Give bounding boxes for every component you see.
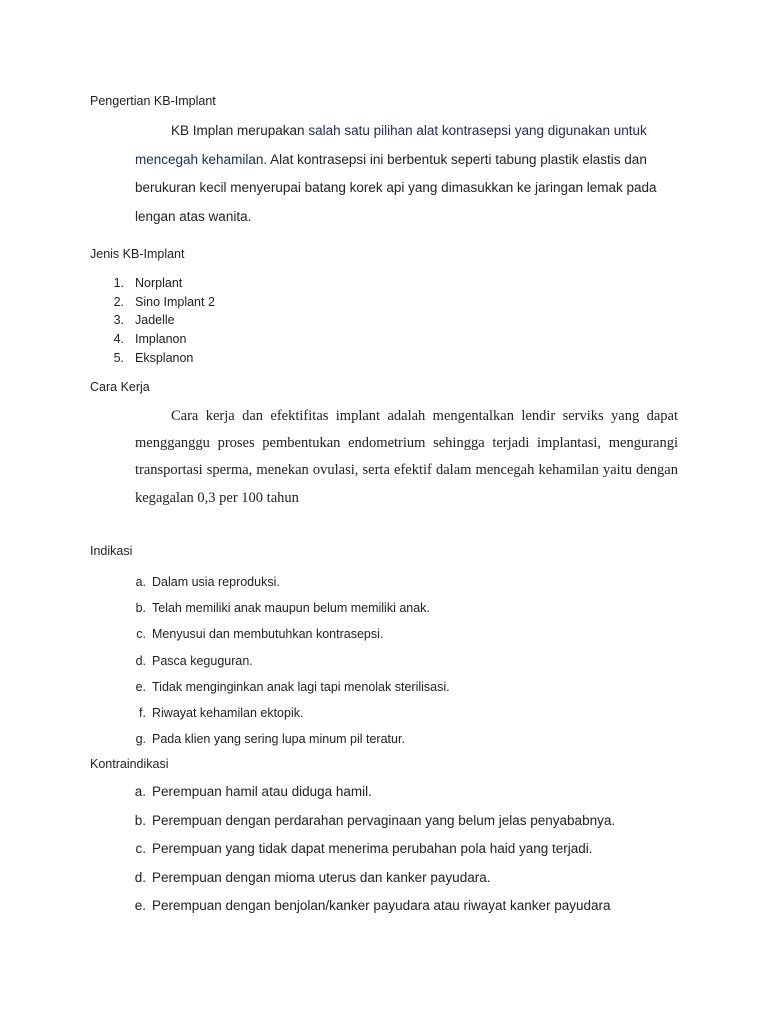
list-item-text: Implanon [135,332,187,347]
list-marker: e. [135,679,146,694]
list-marker: c. [136,627,146,642]
list-item-text: Menyusui dan membutuhkan kontrasepsi. [152,627,384,642]
list-item-text: Sino Implant 2 [135,294,215,309]
heading-jenis: Jenis KB-Implant [90,247,185,261]
list-marker: 4. [113,332,124,347]
paragraph-cara-kerja [135,403,678,512]
paragraph-pengertian [135,117,678,231]
list-item-text: Dalam usia reproduksi. [152,575,280,589]
heading-kontraindikasi: Kontraindikasi [90,757,169,771]
list-marker: a. [135,575,146,589]
paragraph-pengertian-link[interactable]: salah satu pilihan alat kontrasepsi yang digunakan untuk mencegah kehamilan [135,123,647,167]
paragraph-pengertian-intro: KB Implan merupakan [171,123,309,138]
list-marker: b. [135,601,146,616]
list-item-text: Riwayat kehamilan ektopik. [152,705,304,720]
list-marker: d. [134,869,146,885]
list-item-text: Pasca keguguran. [152,653,253,668]
list-item-text: Perempuan hamil atau diduga hamil. [152,784,372,799]
list-item-text: Perempuan yang tidak dapat menerima perubahan pola haid yang terjadi. [152,841,593,857]
list-marker: 3. [113,313,124,328]
list-item-text: Jadelle [135,313,175,328]
heading-pengertian: Pengertian KB-Implant [90,94,216,108]
list-marker: a. [134,784,146,799]
list-item-text: Pada klien yang sering lupa minum pil teratur. [152,732,405,747]
list-marker: 5. [113,350,124,365]
list-item-text: Telah memiliki anak maupun belum memiliki anak. [152,601,430,616]
list-marker: d. [135,653,146,668]
list-marker: e. [134,898,146,914]
list-item-text: Perempuan dengan perdarahan pervaginaan yang belum jelas penyababnya. [152,812,616,828]
heading-cara-kerja: Cara Kerja [90,380,150,394]
list-item-text: Tidak menginginkan anak lagi tapi menolak sterilisasi. [152,679,450,694]
list-marker: 1. [113,276,124,290]
list-item-text: Eksplanon [135,350,194,365]
list-marker: 2. [113,294,124,309]
heading-indikasi: Indikasi [90,544,133,558]
list-item-text: Perempuan dengan benjolan/kanker payudara atau riwayat kanker payudara [152,898,611,914]
list-marker: g. [135,732,146,747]
paragraph-pengertian-rest: . Alat kontrasepsi ini berbentuk seperti tabung plastik elastis dan berukuran kecil menyerupai batang korek api yang dimasukkan ke jaringan lemak pada lengan atas wanita. [135,151,657,224]
list-marker: f. [139,705,146,720]
list-marker: b. [134,812,146,828]
list-marker: c. [135,841,146,857]
list-item-text: Norplant [135,276,183,290]
paragraph-cara-kerja-text: Cara kerja dan efektifitas implant adalah mengentalkan lendir serviks yang dapat mengganggu proses pembentukan endometrium sehingga terjadi implantasi, mengurangi transportasi sperma, menekan ovulasi, serta efektif dalam mencegah kehamilan yaitu dengan kegagalan 0,3 per 100 tahun [135,408,678,506]
list-item-text: Perempuan dengan mioma uterus dan kanker payudara. [152,869,491,885]
